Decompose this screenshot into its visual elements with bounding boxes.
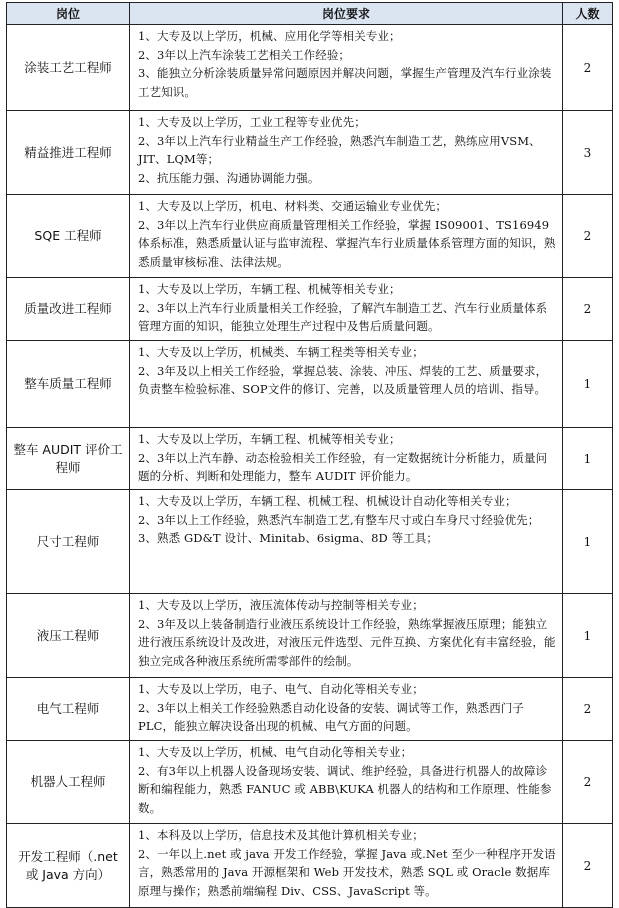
- requirements-cell: [130, 111, 563, 195]
- requirements-cell: [130, 490, 563, 594]
- position-cell: 尺寸工程师: [7, 490, 130, 594]
- table-header-row: [7, 3, 613, 25]
- requirements-cell: [130, 341, 563, 428]
- table-row: [7, 195, 613, 278]
- requirement-line: 1、大专及以上学历，机械、应用化学等相关专业；: [138, 29, 401, 43]
- requirement-line: 2、3年以上汽车涂装工艺相关工作经验；: [138, 47, 351, 62]
- position-cell: 整车质量工程师: [7, 341, 130, 428]
- requirement-line: 1、大专及以上学历，电子、电气、自动化等相关专业；: [138, 682, 424, 696]
- requirement-line: 2、抗压能力强、沟通协调能力强。: [138, 170, 320, 185]
- requirement-line: 1、大专及以上学历，机电、材料类、交通运输业专业优先；: [138, 199, 448, 213]
- table-row: [7, 278, 613, 341]
- requirement-line: 1、大专及以上学历，车辆工程、机械等相关专业；: [138, 432, 401, 446]
- requirement-line: 2、3年以上相关工作经验熟悉自动化设备的安装、调试等工作，熟悉西门子 PLC，能独立解决设备出现的机械、电气方面的问题。: [138, 700, 525, 733]
- requirements-cell: [130, 594, 563, 678]
- table-row: [7, 741, 613, 824]
- count-cell: 3: [563, 111, 613, 195]
- count-cell: 2: [563, 741, 613, 824]
- requirement-line: 1、大专及以上学历，车辆工程、机械等相关专业；: [138, 282, 401, 296]
- position-cell: 机器人工程师: [7, 741, 130, 824]
- table-row: [7, 678, 613, 741]
- requirement-line: 2、3年以上汽车行业供应商质量管理相关工作经验，掌握 IS09001、TS16949 体系标准，熟悉质量认证与监审流程、掌握汽车行业质量体系管理方面的知识，熟悉质量审核标准、法律法规。: [138, 217, 556, 269]
- position-cell: 涂装工艺工程师: [7, 25, 130, 111]
- requirements-cell: [130, 195, 563, 278]
- requirements-cell: [130, 278, 563, 341]
- requirement-line: 1、大专及以上学历，车辆工程、机械工程、机械设计自动化等相关专业；: [138, 494, 517, 508]
- header-count: 人数: [563, 3, 613, 25]
- requirement-line: 1、大专及以上学历，机械、电气自动化等相关专业；: [138, 745, 413, 759]
- requirements-cell: [130, 741, 563, 824]
- requirement-line: 2、3年及以上装备制造行业液压系统设计工作经验，熟练掌握液压原理；能独立进行液压系统设计及改进，对液压元件选型、元件互换、方案优化有丰富经验，能独立完成各种液压系统所需零部件的绘制。: [138, 616, 556, 668]
- table-row: [7, 111, 613, 195]
- requirements-cell: [130, 824, 563, 908]
- position-cell: 整车 AUDIT 评价工程师: [7, 428, 130, 490]
- requirement-line: 1、本科及以上学历，信息技术及其他计算机相关专业；: [138, 828, 424, 842]
- table-row: [7, 594, 613, 678]
- table-row: [7, 490, 613, 594]
- requirement-line: 2、一年以上.net 或 java 开发工作经验，掌握 Java 或.Net 至少一种程序开发语言，熟悉常用的 Java 开源框架和 Web 开发技术，熟悉 SQL 或 Oracle 数据库原理与操作；熟悉前端编程 Div、CSS、JavaScript 等。: [138, 846, 556, 898]
- position-cell: 质量改进工程师: [7, 278, 130, 341]
- count-cell: 1: [563, 490, 613, 594]
- count-cell: 2: [563, 678, 613, 741]
- requirement-line: 1、大专及以上学历，机械类、车辆工程类等相关专业；: [138, 345, 424, 359]
- requirement-line: 2、3年及以上相关工作经验，掌握总装、涂装、冲压、焊装的工艺、质量要求，负责整车检验标准、SOP文件的修订、完善，以及质量管理人员的培训、指导。: [138, 363, 548, 396]
- requirement-line: 2、3年以上汽车行业质量相关工作经验，了解汽车制造工艺、汽车行业质量体系管理方面的知识，能独立处理生产过程中及售后质量问题。: [138, 300, 548, 333]
- requirement-line: 2、有3年以上机器人设备现场安装、调试、维护经验，具备进行机器人的故障诊断和编程能力，熟悉 FANUC 或 ABB\KUKA 机器人的结构和工作原理、性能参数。: [138, 763, 552, 815]
- position-cell: 精益推进工程师: [7, 111, 130, 195]
- header-requirements: 岗位要求: [130, 3, 563, 25]
- position-cell: 液压工程师: [7, 594, 130, 678]
- requirement-line: 2、3年以上工作经验，熟悉汽车制造工艺,有整车尺寸或白车身尺寸经验优先；: [138, 512, 540, 527]
- count-cell: 2: [563, 195, 613, 278]
- count-cell: 1: [563, 341, 613, 428]
- count-cell: 1: [563, 594, 613, 678]
- job-requirements-table: [6, 2, 613, 908]
- requirement-line: 3、能独立分析涂装质量异常问题原因并解决问题，掌握生产管理及汽车行业涂装工艺知识。: [138, 66, 552, 99]
- position-cell: 开发工程师（.net 或 Java 方向）: [7, 824, 130, 908]
- count-cell: 1: [563, 428, 613, 490]
- count-cell: 2: [563, 25, 613, 111]
- table-row: [7, 25, 613, 111]
- table-row: [7, 824, 613, 908]
- requirement-line: 2、3年以上汽车静、动态检验相关工作经验，有一定数据统计分析能力，质量问题的分析、判断和处理能力，整车 AUDIT 评价能力。: [138, 450, 548, 483]
- table-row: [7, 341, 613, 428]
- position-cell: SQE 工程师: [7, 195, 130, 278]
- requirements-cell: [130, 428, 563, 490]
- table-row: [7, 428, 613, 490]
- position-cell: 电气工程师: [7, 678, 130, 741]
- requirements-cell: [130, 678, 563, 741]
- count-cell: 2: [563, 824, 613, 908]
- count-cell: 2: [563, 278, 613, 341]
- requirement-line: 2、3年以上汽车行业精益生产工作经验，熟悉汽车制造工艺，熟练应用VSM、JIT、LQM等；: [138, 133, 541, 166]
- header-position: 岗位: [7, 3, 130, 25]
- requirement-line: 1、大专及以上学历，工业工程等专业优先；: [138, 115, 366, 129]
- requirement-line: 3、熟悉 GD&T 设计、Minitab、6sigma、8D 等工具；: [138, 531, 439, 545]
- requirements-cell: [130, 25, 563, 111]
- requirement-line: 1、大专及以上学历，液压流体传动与控制等相关专业；: [138, 598, 424, 612]
